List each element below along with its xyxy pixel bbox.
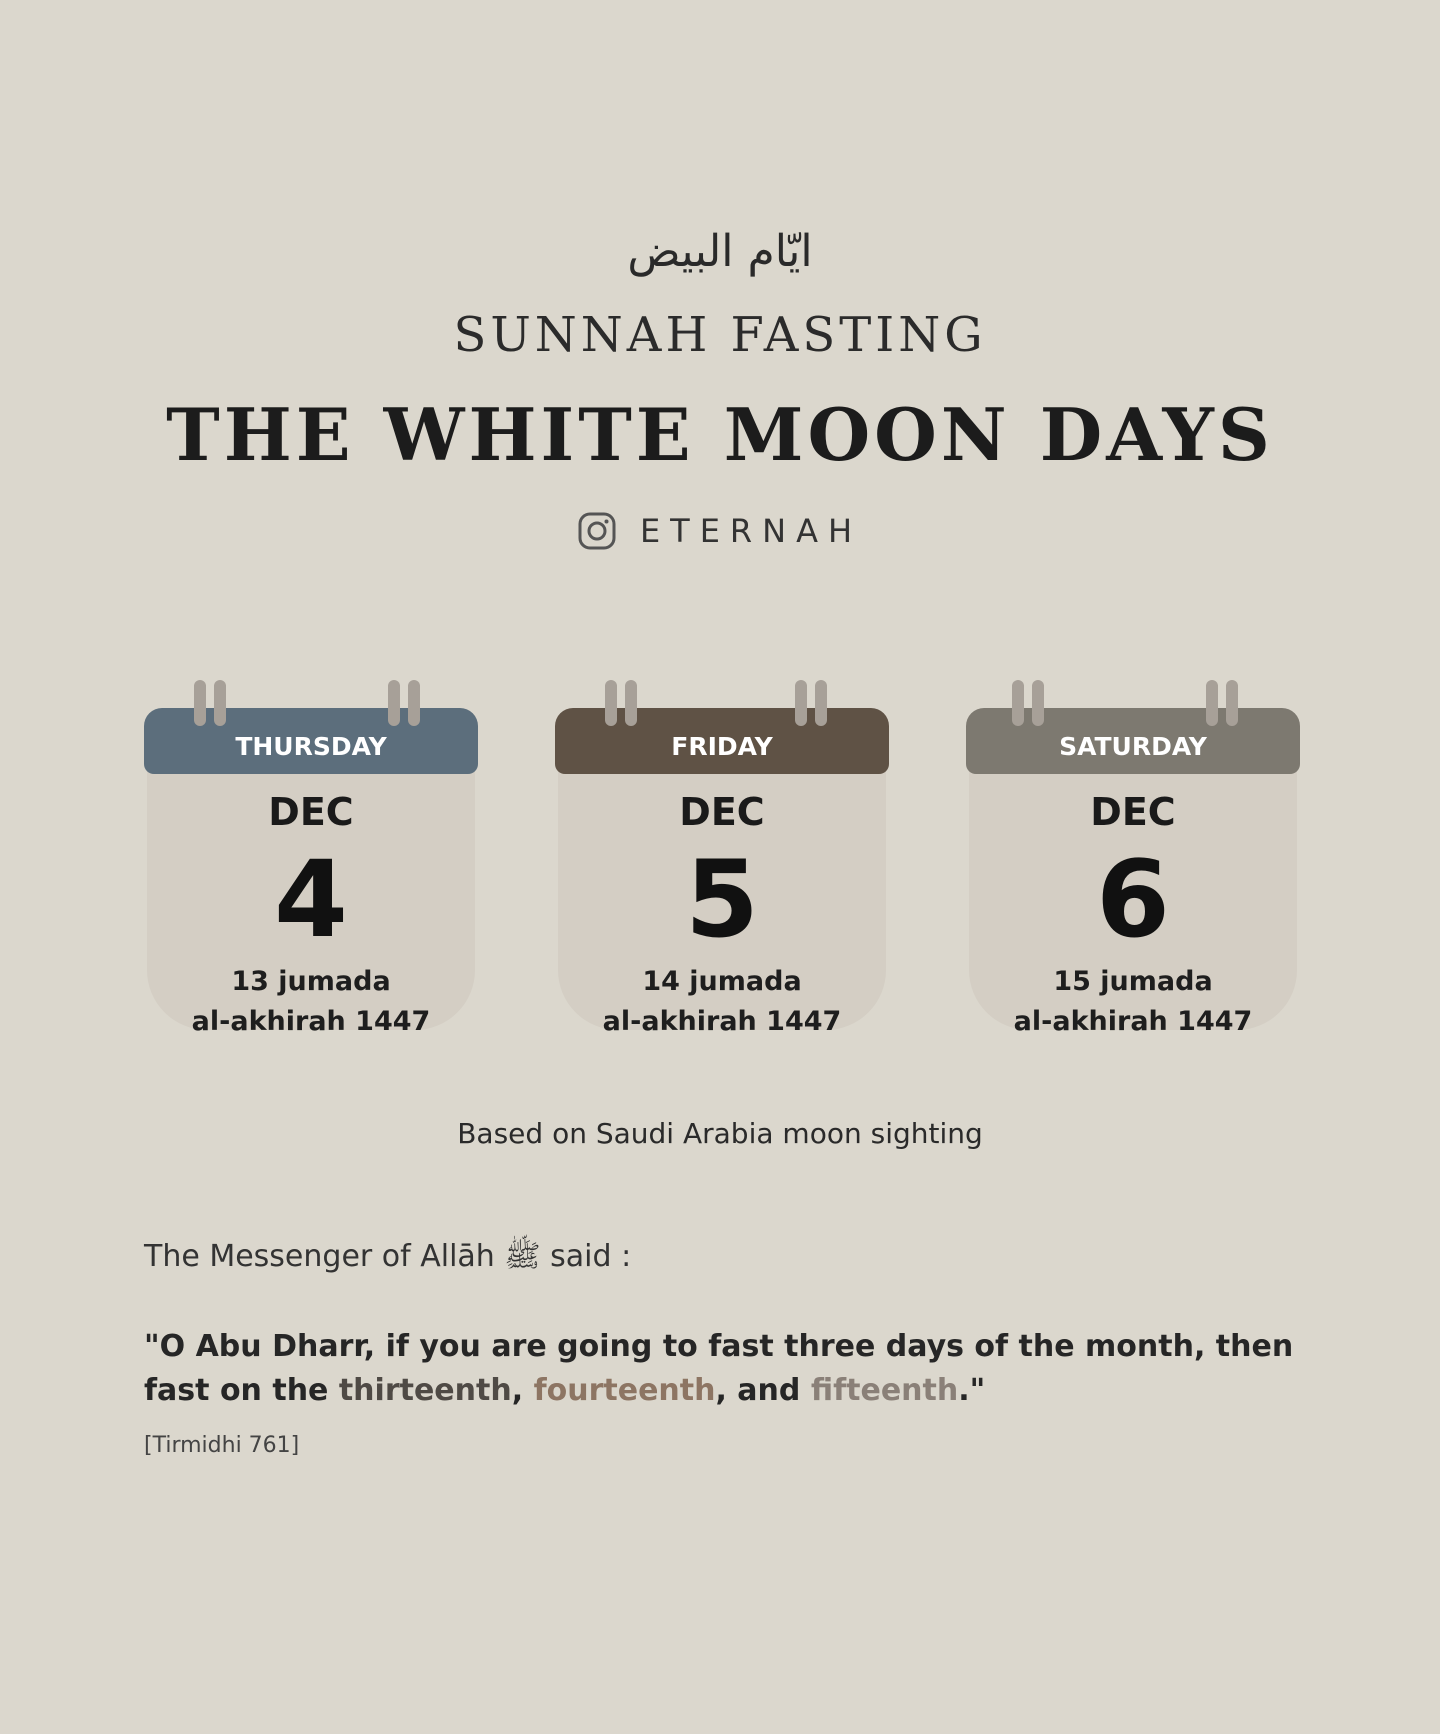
hijri-line-1: 15 jumada bbox=[1053, 966, 1213, 997]
hijri-line-2: al-akhirah 1447 bbox=[1013, 1006, 1253, 1037]
calendar-month: DEC bbox=[1090, 790, 1176, 834]
calendar-hijri-date bbox=[966, 962, 1300, 1042]
brand-name: ETERNAH bbox=[639, 512, 863, 550]
ring-icon bbox=[194, 680, 206, 726]
ring-icon bbox=[625, 680, 637, 726]
highlight-thirteenth: thirteenth bbox=[338, 1373, 512, 1408]
calendar-day: 4 bbox=[274, 838, 348, 961]
calendar-day: 6 bbox=[1096, 838, 1170, 961]
quote-part: "O Abu Dharr, if you are going to fast three days of the month, then fast on the bbox=[144, 1329, 1294, 1408]
quote-separator: , bbox=[511, 1373, 534, 1408]
citation: [Tirmidhi 761] bbox=[144, 1433, 300, 1458]
ring-icon bbox=[1226, 680, 1238, 726]
calendar-hijri-date bbox=[144, 962, 478, 1042]
hijri-line-2: al-akhirah 1447 bbox=[602, 1006, 842, 1037]
ring-icon bbox=[605, 680, 617, 726]
quote-intro: The Messenger of Allāh ﷺ said : bbox=[144, 1239, 632, 1274]
calendar-weekday: THURSDAY bbox=[235, 731, 387, 761]
calendar-day: 5 bbox=[685, 838, 759, 961]
highlight-fifteenth: fifteenth bbox=[810, 1373, 959, 1408]
instagram-icon bbox=[578, 512, 616, 550]
calendar-hijri-date bbox=[555, 962, 889, 1042]
highlight-fourteenth: fourteenth bbox=[533, 1373, 716, 1408]
hijri-line-2: al-akhirah 1447 bbox=[191, 1006, 431, 1037]
calendar-card-saturday bbox=[966, 680, 1300, 1050]
arabic-title: ايّام البيض bbox=[627, 226, 813, 277]
calendar-card-thursday bbox=[144, 680, 478, 1050]
hijri-line-1: 13 jumada bbox=[231, 966, 391, 997]
ring-icon bbox=[1206, 680, 1218, 726]
page-title: THE WHITE MOON DAYS bbox=[166, 392, 1274, 477]
calendar-month: DEC bbox=[679, 790, 765, 834]
ring-icon bbox=[815, 680, 827, 726]
ring-icon bbox=[1012, 680, 1024, 726]
ring-icon bbox=[795, 680, 807, 726]
brand[interactable] bbox=[0, 512, 1440, 550]
hijri-line-1: 14 jumada bbox=[642, 966, 802, 997]
hadith-quote bbox=[144, 1325, 1304, 1413]
quote-separator: , and bbox=[715, 1373, 811, 1408]
ring-icon bbox=[388, 680, 400, 726]
ring-icon bbox=[1032, 680, 1044, 726]
calendar-month: DEC bbox=[268, 790, 354, 834]
ring-icon bbox=[214, 680, 226, 726]
calendar-card-friday bbox=[555, 680, 889, 1050]
calendar-weekday: FRIDAY bbox=[671, 731, 773, 761]
calendar-weekday: SATURDAY bbox=[1059, 731, 1207, 761]
ring-icon bbox=[408, 680, 420, 726]
page-subtitle: SUNNAH FASTING bbox=[453, 307, 987, 363]
moon-sighting-note: Based on Saudi Arabia moon sighting bbox=[457, 1117, 983, 1150]
quote-end: ." bbox=[958, 1373, 986, 1408]
calendar-row bbox=[0, 680, 1440, 1050]
